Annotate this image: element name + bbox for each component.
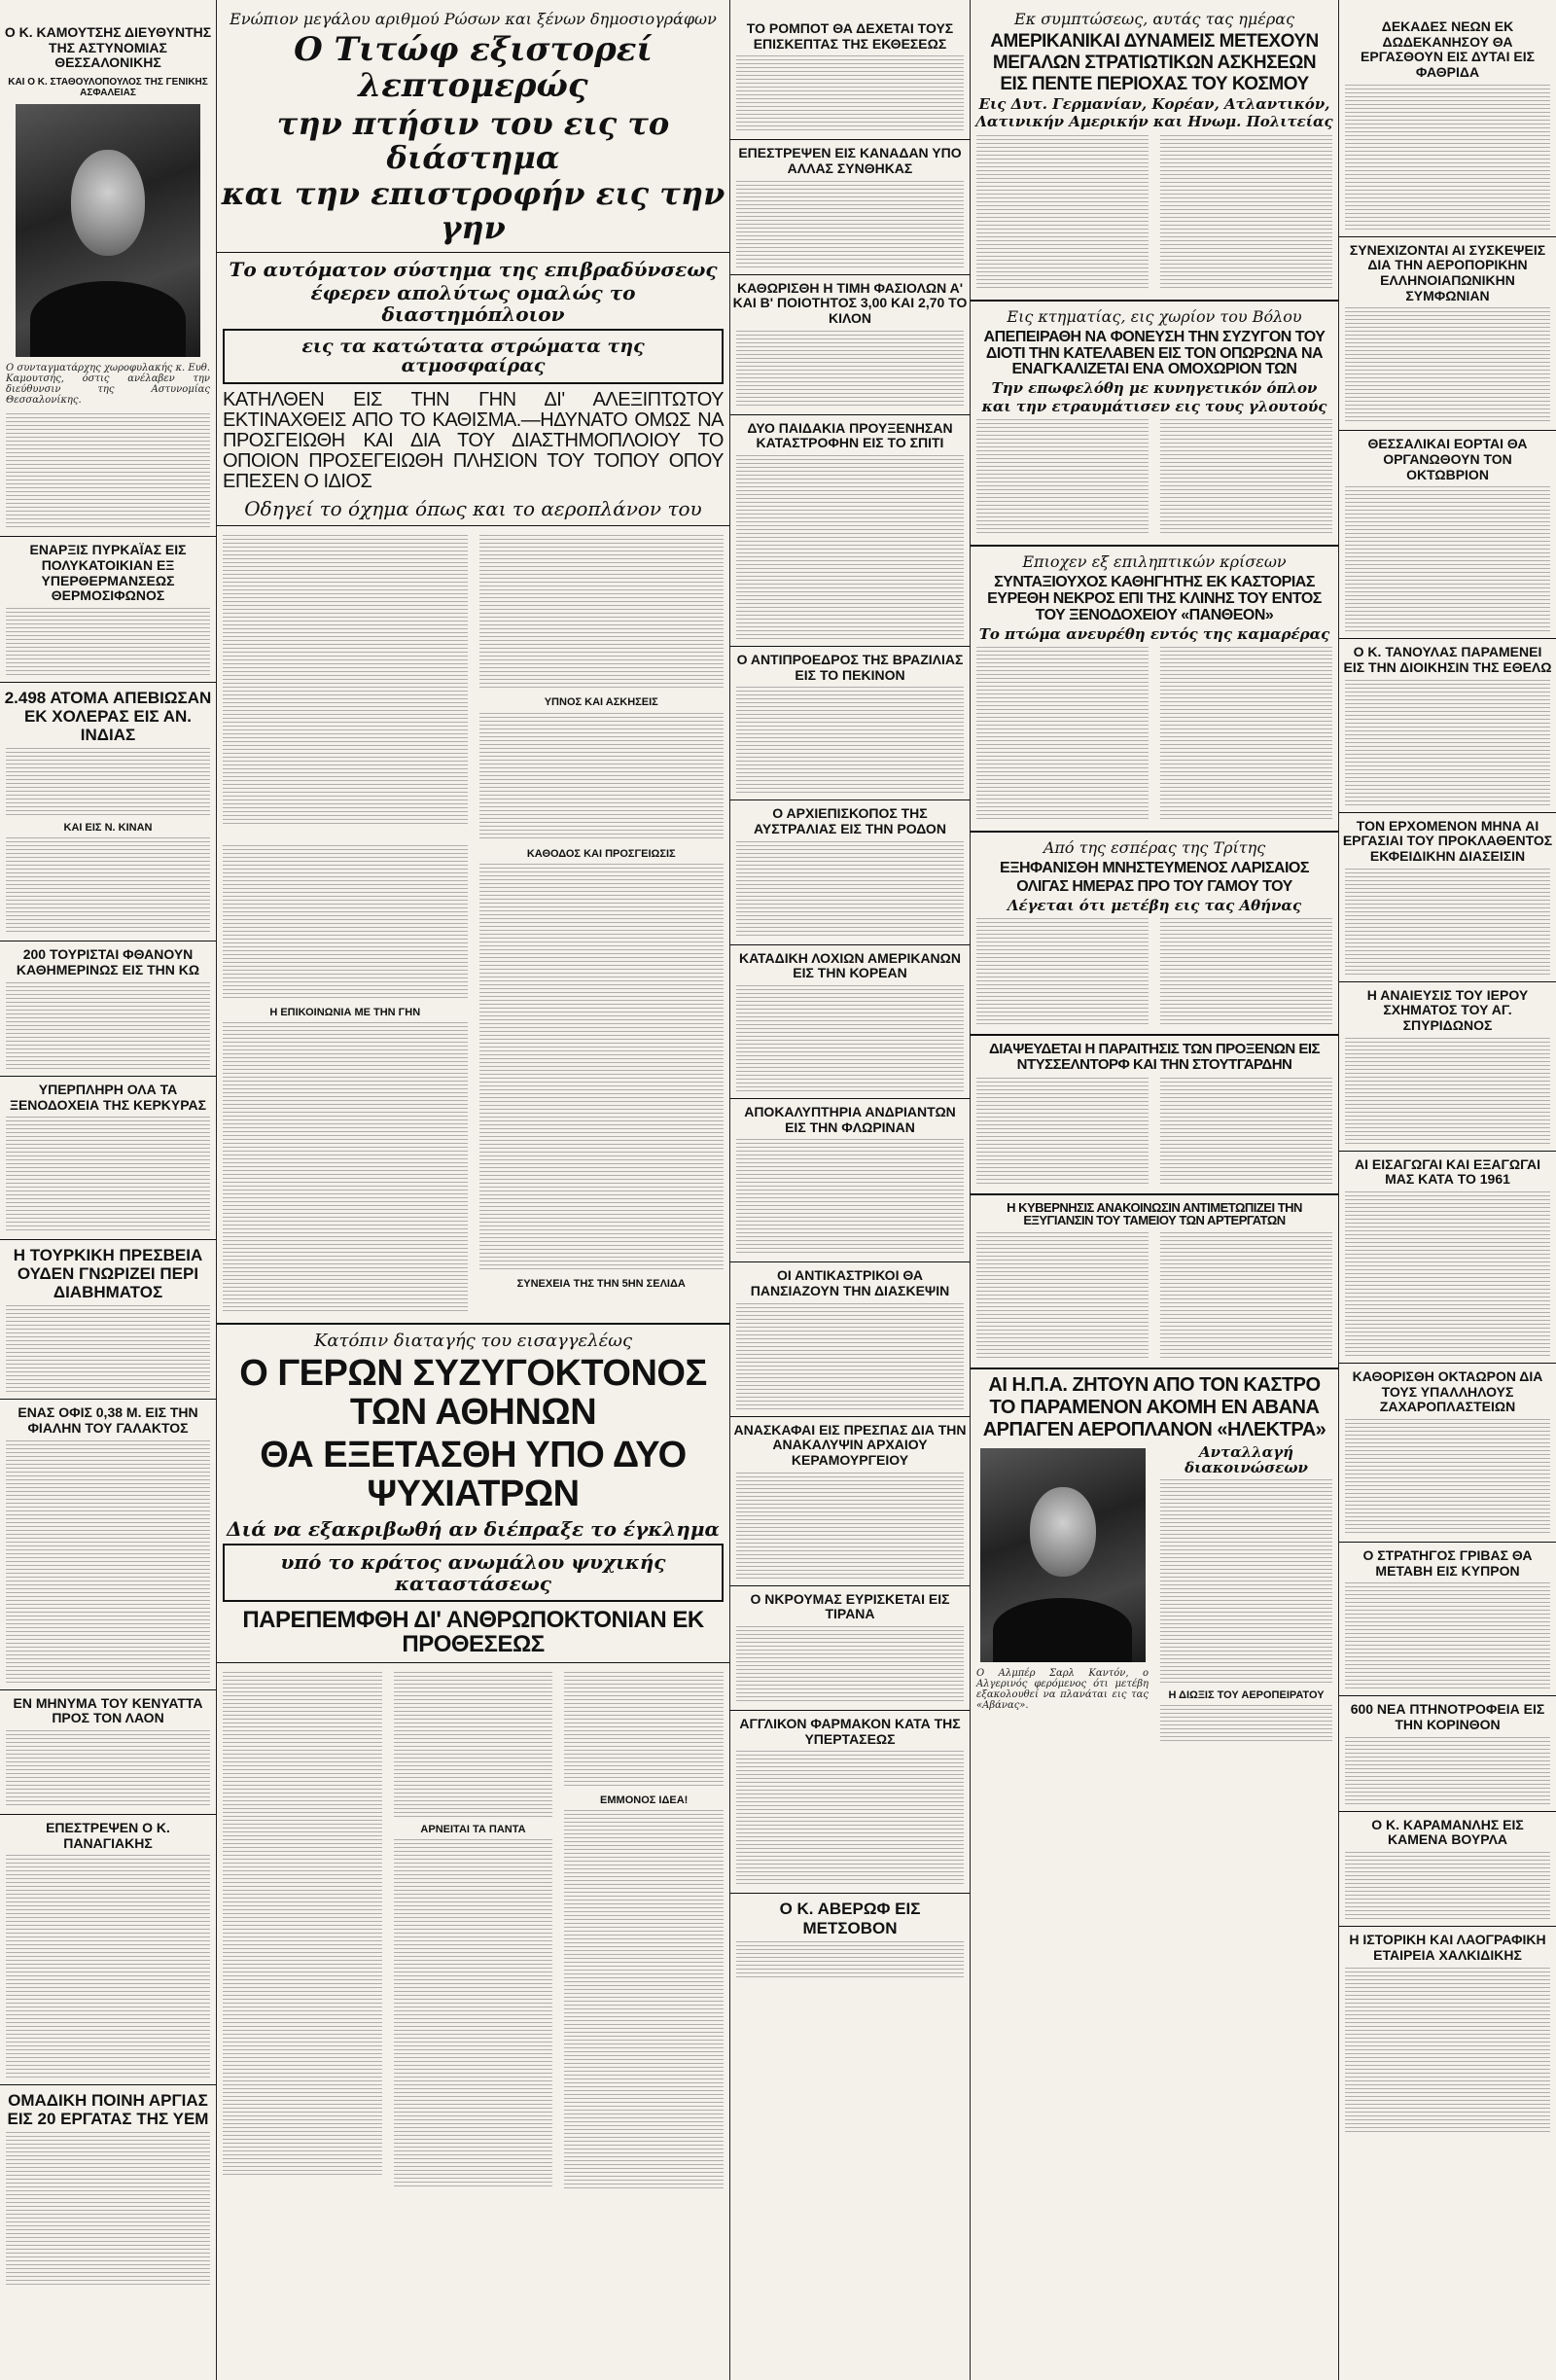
- article-title: Ο ΝΚΡΟΥΜΑΣ ΕΥΡΙΣΚΕΤΑΙ ΕΙΣ ΤΙΡΑΝΑ: [750, 1590, 950, 1622]
- continued-note: ΣΥΝΕΧΕΙΑ ΤΗΣ ΤΗΝ 5ΗΝ ΣΕΛΙΔΑ: [516, 1277, 686, 1290]
- main-headline: και την επιστροφήν εις την γην: [221, 175, 725, 247]
- deck-caps: ΚΑΤΗΛΘΕΝ ΕΙΣ ΤΗΝ ΓΗΝ ΔΙ' ΑΛΕΞΙΠΤΩΤΟΥ ΕΚΤΙΝΑΧΘΕΙΣ ΑΠΟ ΤΟ ΚΑΘΙΣΜΑ.—ΗΔΥΝΑΤΟ ΟΜΩΣ ΝΑ ΠΡΟΣΓΕΙΩΘΗ ΚΑΙ ΔΙΑ ΤΟΥ ΔΙΑΣΤΗΜΟΠΛΟΙΟΥ ΤΟ ΟΠΟΙΟΝ ΠΡΟΣΕΓΕΙΩΘΗ ΠΛΗΣΙΟΝ ΤΟΥ ΤΟΠΟΥ ΟΠΟΥ ΕΠΕΣΕΝ Ο ΙΔΙΟΣ: [223, 389, 724, 493]
- article-title: ΕΠΕΣΤΡΕΨΕΝ ΕΙΣ ΚΑΝΑΔΑΝ ΥΠΟ ΑΛΛΑΣ ΣΥΝΘΗΚΑΣ: [738, 145, 962, 177]
- article-title: ΚΑΘΟΡΙΣΘΗ ΟΚΤΑΩΡΟΝ ΔΙΑ ΤΟΥΣ ΥΠΑΛΛΗΛΟΥΣ ΖΑΧΑΡΟΠΛΑΣΤΕΙΩΝ: [1352, 1368, 1543, 1415]
- kicker: Επιοχεν εξ επιληπτικών κρίσεων: [1022, 552, 1287, 572]
- article-title: ΑΓΓΛΙΚΟΝ ΦΑΡΜΑΚΟΝ ΚΑΤΑ ΤΗΣ ΥΠΕΡΤΑΣΕΩΣ: [739, 1716, 961, 1747]
- deck: Διά να εξακριβωθή αν διέπραξε το έγκλημα: [227, 1516, 720, 1541]
- article-title: Ο ΑΡΧΙΕΠΙΣΚΟΠΟΣ ΤΗΣ ΑΥΣΤΡΑΛΙΑΣ ΕΙΣ ΤΗΝ ΡΟΔΟΝ: [754, 805, 946, 837]
- column-left: [0, 0, 216, 2380]
- section-subhead: Η ΔΙΩΞΙΣ ΤΟΥ ΑΕΡΟΠΕΙΡΑΤΟΥ: [1168, 1688, 1325, 1701]
- article-title: Η ΤΟΥΡΚΙΚΗ ΠΡΕΣΒΕΙΑ ΟΥΔΕΝ ΓΝΩΡΙΖΕΙ ΠΕΡΙ ΔΙΑΒΗΜΑΤΟΣ: [13, 1246, 203, 1302]
- article-title: ΤΟ ΡΟΜΠΟΤ ΘΑ ΔΕΧΕΤΑΙ ΤΟΥΣ ΕΠΙΣΚΕΠΤΑΣ ΤΗΣ ΕΚΘΕΣΕΩΣ: [746, 20, 954, 52]
- article-title: ΕΠΕΣΤΡΕΨΕΝ Ο Κ. ΠΑΝΑΓΙΑΚΗΣ: [46, 1819, 170, 1851]
- kicker: Εις κτηματίας, εις χωρίον του Βόλου: [1007, 306, 1302, 326]
- headline: ΕΙΣ ΠΕΝΤΕ ΠΕΡΙΟΧΑΣ ΤΟΥ ΚΟΣΜΟΥ: [1000, 73, 1309, 94]
- article-title: Ο Κ. ΤΑΝΟΥΛΑΣ ΠΑΡΑΜΕΝΕΙ ΕΙΣ ΤΗΝ ΔΙΟΙΚΗΣΙΝ ΤΗΣ ΕΘΕΛΩ: [1343, 644, 1552, 676]
- article-title: ΚΑΘΩΡΙΣΘΗ Η ΤΙΜΗ ΦΑΣΙΟΛΩΝ Α' ΚΑΙ Β' ΠΟΙΟΤΗΤΟΣ 3,00 ΚΑΙ 2,70 ΤΟ ΚΙΛΟΝ: [732, 279, 968, 327]
- headline: ΑΜΕΡΙΚΑΝΙΚΑΙ ΔΥΝΑΜΕΙΣ ΜΕΤΕΧΟΥΝ: [990, 31, 1319, 52]
- column-far-right: [1339, 0, 1556, 2380]
- article-title: ΔΕΚΑΔΕΣ ΝΕΩΝ ΕΚ ΔΩΔΕΚΑΝΗΣΟΥ ΘΑ ΕΡΓΑΣΘΟΥΝ ΕΙΣ ΔΥΤΑΙ ΕΙΣ ΦΑΘΡΙΔΑ: [1361, 18, 1535, 81]
- deck: Ανταλλαγή διακοινώσεων: [1185, 1442, 1308, 1477]
- deck-caps: ΠΑΡΕΠΕΜΦΘΗ ΔΙ' ΑΝΘΡΩΠΟΚΤΟΝΙΑΝ ΕΚ ΠΡΟΘΕΣΕΩΣ: [242, 1606, 704, 1657]
- kicker: Ενώπιον μεγάλου αριθμού Ρώσων και ξένων δημοσιογράφων: [230, 10, 717, 28]
- article-title: ΤΟΝ ΕΡΧΟΜΕΝΟΝ ΜΗΝΑ ΑΙ ΕΡΓΑΣΙΑΙ ΤΟΥ ΠΡΟΚΛΑΘΕΝΤΟΣ ΕΚΦΕΙΔΙΚΗΝ ΔΙΑΣΕΙΣΙΝ: [1342, 817, 1553, 865]
- officer-photo: [16, 104, 200, 357]
- article-title: ΕΝΑΡΞΙΣ ΠΥΡΚΑΪΑΣ ΕΙΣ ΠΟΛΥΚΑΤΟΙΚΙΑΝ ΕΞ ΥΠΕΡΘΕΡΜΑΝΣΕΩΣ ΘΕΡΜΟΣΙΦΩΝΟΣ: [29, 542, 187, 604]
- headline: ΑΙ Η.Π.Α. ΖΗΤΟΥΝ ΑΠΟ ΤΟΝ ΚΑΣΤΡΟ: [988, 1373, 1321, 1396]
- article-title: Ο Κ. ΑΒΕΡΩΦ ΕΙΣ ΜΕΤΣΟΒΟΝ: [779, 1900, 921, 1937]
- deck: Εις Δυτ. Γερμανίαν, Κορέαν, Ατλαντικόν,: [978, 94, 1330, 113]
- deck: και την ετραυμάτισεν εις τους γλουτούς: [981, 397, 1327, 415]
- article-title: ΕΝΑΣ ΟΦΙΣ 0,38 Μ. ΕΙΣ ΤΗΝ ΦΙΑΛΗΝ ΤΟΥ ΓΑΛΑΚΤΟΣ: [18, 1404, 198, 1436]
- deck: Την επωφελόθη με κυνηγετικόν όπλον: [991, 379, 1318, 398]
- article-title: ΟΜΑΔΙΚΗ ΠΟΙΝΗ ΑΡΓΙΑΣ ΕΙΣ 20 ΕΡΓΑΤΑΣ ΤΗΣ ΥΕΜ: [7, 2091, 209, 2129]
- deck: εις τα κατώτατα στρώματα της ατμοσφαίρας: [301, 335, 645, 377]
- deck: Οδηγεί το όχημα όπως και το αεροπλάνον του: [244, 497, 702, 521]
- section-subhead: ΑΡΝΕΙΤΑΙ ΤΑ ΠΑΝΤΑ: [420, 1823, 526, 1835]
- section-subhead: ΥΠΝΟΣ ΚΑΙ ΑΣΚΗΣΕΙΣ: [544, 696, 658, 709]
- main-headline: Ο Τιτώφ εξιστορεί λεπτομερώς: [294, 30, 653, 106]
- headline: ΑΡΠΑΓΕΝ ΑΕΡΟΠΛΑΝΟΝ «ΗΛΕΚΤΡΑ»: [982, 1418, 1326, 1440]
- headline: ΔΙΑΨΕΥΔΕΤΑΙ Η ΠΑΡΑΙΤΗΣΙΣ ΤΩΝ ΠΡΟΞΕΝΩΝ ΕΙΣ ΝΤΥΣΣΕΛΝΤΟΡΦ ΚΑΙ ΤΗΝ ΣΤΟΥΤΓΑΡΔΗΝ: [988, 1041, 1321, 1073]
- column-main: [217, 0, 729, 2380]
- article-title: Ο ΣΤΡΑΤΗΓΟΣ ΓΡΙΒΑΣ ΘΑ ΜΕΤΑΒΗ ΕΙΣ ΚΥΠΡΟΝ: [1362, 1547, 1533, 1579]
- photo-caption: Ο συνταγματάρχης χωροφυλακής κ. Ευθ. Καμουτσής, όστις ανέλαβεν την διεύθυνσιν της Αστυνομίας Θεσσαλονίκης.: [6, 363, 210, 407]
- article-title: Ο ΑΝΤΙΠΡΟΕΔΡΟΣ ΤΗΣ ΒΡΑΖΙΛΙΑΣ ΕΙΣ ΤΟ ΠΕΚΙΝΟΝ: [736, 652, 964, 683]
- article-title: ΚΑΤΑΔΙΚΗ ΛΟΧΙΩΝ ΑΜΕΡΙΚΑΝΩΝ ΕΙΣ ΤΗΝ ΚΟΡΕΑΝ: [738, 949, 961, 981]
- article-title: ΔΥΟ ΠΑΙΔΑΚΙΑ ΠΡΟΥΞΕΝΗΣΑΝ ΚΑΤΑΣΤΡΟΦΗΝ ΕΙΣ ΤΟ ΣΠΙΤΙ: [747, 419, 953, 451]
- deck: Λατινικήν Αμερικήν και Ηνωμ. Πολιτείας: [975, 113, 1333, 131]
- deck: υπό το κράτος ανωμάλου ψυχικής καταστάσεως: [280, 1549, 666, 1595]
- deck: Το πτώμα ανευρέθη εντός της καμαρέρας: [978, 624, 1330, 643]
- article-title: ΟΙ ΑΝΤΙΚΑΣΤΡΙΚΟΙ ΘΑ ΠΑΝΣΙΑΖΟΥΝ ΤΗΝ ΔΙΑΣΚΕΨΙΝ: [750, 1267, 950, 1299]
- main-headline: την πτήσιν του εις το διάστημα: [276, 104, 670, 176]
- headline: ΣΥΝΤΑΞΙΟΥΧΟΣ ΚΑΘΗΓΗΤΗΣ ΕΚ ΚΑΣΤΟΡΙΑΣ ΕΥΡΕΘΗ ΝΕΚΡΟΣ ΕΠΙ ΤΗΣ ΚΛΙΝΗΣ ΤΟΥ ΕΝΤΟΣ ΤΟΥ ΞΕΝΟΔΟΧΕΙΟΥ «ΠΑΝΘΕΟΝ»: [987, 574, 1322, 623]
- article-title: ΣΥΝΕΧΙΖΟΝΤΑΙ ΑΙ ΣΥΣΚΕΨΕΙΣ ΔΙΑ ΤΗΝ ΑΕΡΟΠΟΡΙΚΗΝ ΕΛΛΗΝΟΙΑΠΩΝΙΚΗΝ ΣΥΜΦΩΝΙΑΝ: [1349, 241, 1546, 303]
- article-title: ΑΠΟΚΑΛΥΠΤΗΡΙΑ ΑΝΔΡΙΑΝΤΩΝ ΕΙΣ ΤΗΝ ΦΛΩΡΙΝΑΝ: [744, 1104, 956, 1135]
- article-subtitle: ΚΑΙ ΕΙΣ Ν. ΚΙΝΑΝ: [63, 822, 153, 835]
- article-title: ΥΠΕΡΠΛΗΡΗ ΟΛΑ ΤΑ ΞΕΝΟΔΟΧΕΙΑ ΤΗΣ ΚΕΡΚΥΡΑΣ: [9, 1081, 207, 1113]
- column-right: [971, 0, 1338, 2380]
- second-headline: Ο ΓΕΡΩΝ ΣΥΖΥΓΟΚΤΟΝΟΣ ΤΩΝ ΑΘΗΝΩΝ: [239, 1352, 707, 1433]
- headline: ΤΟ ΠΑΡΑΜΕΝΟΝ ΑΚΟΜΗ ΕΝ ΑΒΑΝΑ: [989, 1396, 1320, 1418]
- second-headline: ΘΑ ΕΞΕΤΑΣΘΗ ΥΠΟ ΔΥΟ ΨΥΧΙΑΤΡΩΝ: [260, 1434, 687, 1514]
- article-title: ΕΝ ΜΗΝΥΜΑ ΤΟΥ ΚΕΝΥΑΤΤΑ ΠΡΟΣ ΤΟΝ ΛΑΟΝ: [13, 1694, 203, 1726]
- headline: ΟΛΙΓΑΣ ΗΜΕΡΑΣ ΠΡΟ ΤΟΥ ΓΑΜΟΥ ΤΟΥ: [1016, 877, 1292, 895]
- article-title: Η ΑΝΑΙΕΥΣΙΣ ΤΟΥ ΙΕΡΟΥ ΣΧΗΜΑΤΟΣ ΤΟΥ ΑΓ. ΣΠΥΡΙΔΩΝΟΣ: [1366, 986, 1529, 1034]
- deck: Το αυτόματον σύστημα της επιβραδύνσεως: [229, 257, 718, 281]
- article-title: ΑΝΑΣΚΑΦΑΙ ΕΙΣ ΠΡΕΣΠΑΣ ΔΙΑ ΤΗΝ ΑΝΑΚΑΛΥΨΙΝ ΑΡΧΑΙΟΥ ΚΕΡΑΜΟΥΡΓΕΙΟΥ: [733, 1421, 967, 1469]
- section-subhead: ΚΑΘΟΔΟΣ ΚΑΙ ΠΡΟΣΓΕΙΩΣΙΣ: [526, 847, 676, 860]
- deck: έφερεν απολύτως ομαλώς το διαστημόπλοιον: [310, 280, 636, 326]
- article-title: ΑΙ ΕΙΣΑΓΩΓΑΙ ΚΑΙ ΕΞΑΓΩΓΑΙ ΜΑΣ ΚΑΤΑ ΤΟ 1961: [1354, 1155, 1541, 1188]
- section-subhead: Η ΕΠΙΚΟΙΝΩΝΙΑ ΜΕ ΤΗΝ ΓΗΝ: [269, 1006, 421, 1018]
- column-center: [730, 0, 970, 2380]
- kicker: Από της εσπέρας της Τρίτης: [1043, 838, 1266, 858]
- man-photo: [980, 1448, 1146, 1662]
- article-title: Η ΙΣΤΟΡΙΚΗ ΚΑΙ ΛΑΟΓΡΑΦΙΚΗ ΕΤΑΙΡΕΙΑ ΧΑΛΚΙΔΙΚΗΣ: [1349, 1932, 1546, 1963]
- kicker: Εκ συμπτώσεως, αυτάς τας ημέρας: [1013, 10, 1295, 28]
- deck: Λέγεται ότι μετέβη εις τας Αθήνας: [1007, 896, 1302, 914]
- photo-subtitle: ΚΑΙ Ο Κ. ΣΤΑΘΟΥΛΟΠΟΥΛΟΣ ΤΗΣ ΓΕΝΙΚΗΣ ΑΣΦΑΛΕΙΑΣ: [8, 77, 208, 99]
- article-title: 200 ΤΟΥΡΙΣΤΑΙ ΦΘΑΝΟΥΝ ΚΑΘΗΜΕΡΙΝΩΣ ΕΙΣ ΤΗΝ ΚΩ: [16, 946, 200, 978]
- photo-title: Ο Κ. ΚΑΜΟΥΤΣΗΣ ΔΙΕΥΘΥΝΤΗΣ ΤΗΣ ΑΣΤΥΝΟΜΙΑΣ ΘΕΣΣΑΛΟΝΙΚΗΣ: [4, 24, 212, 71]
- article-title: 2.498 ΑΤΟΜΑ ΑΠΕΒΙΩΣΑΝ ΕΚ ΧΟΛΕΡΑΣ ΕΙΣ ΑΝ. ΙΝΔΙΑΣ: [4, 689, 212, 745]
- section-subhead: ΕΜΜΟΝΟΣ ΙΔΕΑ!: [600, 1794, 689, 1806]
- headline: ΑΠΕΠΕΙΡΑΘΗ ΝΑ ΦΟΝΕΥΣΗ ΤΗΝ ΣΥΖΥΓΟΝ ΤΟΥ ΔΙΟΤΙ ΤΗΝ ΚΑΤΕΛΑΒΕΝ ΕΙΣ ΤΟΝ ΟΠΩΡΩΝΑ ΝΑ ΕΝΑΓΚΑΛΙΖΕΤΑΙ ΕΝΑ ΟΜΟΧΩΡΙΟΝ ΤΩΝ: [983, 328, 1326, 378]
- headline: ΕΞΗΦΑΝΙΣΘΗ ΜΝΗΣΤΕΥΜΕΝΟΣ ΛΑΡΙΣΑΙΟΣ: [1000, 860, 1309, 877]
- article-title: ΘΕΣΣΑΛΙΚΑΙ ΕΟΡΤΑΙ ΘΑ ΟΡΓΑΝΩΘΟΥΝ ΤΟΝ ΟΚΤΩΒΡΙΟΝ: [1367, 436, 1528, 482]
- article-title: Ο Κ. ΚΑΡΑΜΑΝΛΗΣ ΕΙΣ ΚΑΜΕΝΑ ΒΟΥΡΛΑ: [1371, 1816, 1524, 1848]
- kicker: Κατόπιν διαταγής του εισαγγελέως: [313, 1330, 633, 1351]
- headline: Η ΚΥΒΕΡΝΗΣΙΣ ΑΝΑΚΟΙΝΩΣΙΝ ΑΝΤΙΜΕΤΩΠΙΖΕΙ ΤΗΝ ΕΞΥΓΙΑΝΣΙΝ ΤΟΥ ΤΑΜΕΙΟΥ ΤΩΝ ΑΡΤΕΡΓΑΤΩΝ: [1007, 1199, 1302, 1228]
- article-title: 600 ΝΕΑ ΠΤΗΝΟΤΡΟΦΕΙΑ ΕΙΣ ΤΗΝ ΚΟΡΙΝΘΟΝ: [1350, 1701, 1545, 1733]
- headline: ΜΕΓΑΛΩΝ ΣΤΡΑΤΙΩΤΙΚΩΝ ΑΣΚΗΣΕΩΝ: [992, 52, 1317, 73]
- photo-caption: Ο Αλμπέρ Σαρλ Καντόν, ο Αλγερινός φερόμενος ότι μετέβη εξακολουθεί να πλανάται εις τας «Αβάνας».: [976, 1667, 1149, 1711]
